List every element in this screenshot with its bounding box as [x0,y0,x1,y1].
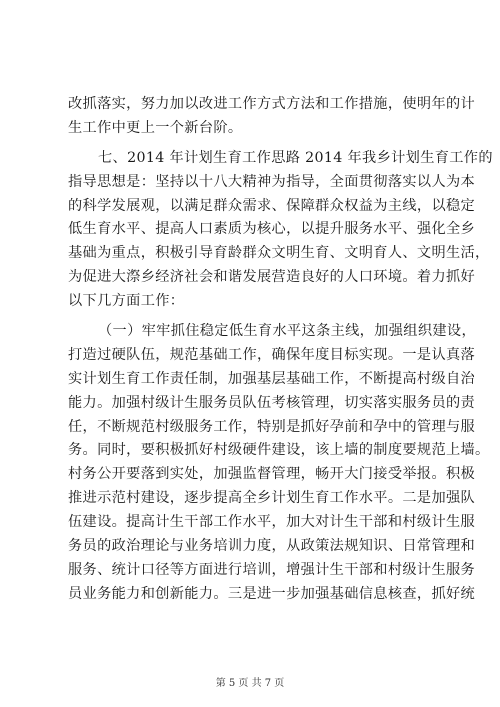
text-line: （一）牢牢抓住稳定低生育水平这条主线，加强组织建设， [98,323,476,340]
text-line: 务。同时，要积极抓好村级硬件建设，该上墙的制度要规范上墙。 [68,442,490,459]
text-line: 任，不断规范村级服务工作，特别是抓好孕前和孕中的管理与服 [68,418,476,435]
text-line: 伍建设。提高计生干部工作水平，加大对计生干部和村级计生服 [68,514,476,531]
text-line: 以下几方面工作： [68,293,185,310]
text-line: 生工作中更上一个新台阶。 [68,119,243,136]
text-line: 实计划生育工作责任制，加强基层基础工作，不断提高村级自治 [68,370,476,387]
text-line: 员业务能力和创新能力。三是进一步加强基础信息核查，抓好统 [68,585,476,602]
paragraph-2 [68,147,493,314]
text-line: 服务、统计口径等方面进行培训，增强计生干部和村级计生服务 [68,561,476,578]
text-line: 基础为重点，积极引导育龄群众文明生育、文明育人、文明生活， [68,245,490,262]
text-line: 的科学发展观，以满足群众需求、保障群众权益为主线，以稳定 [68,197,476,214]
text-line: 务员的政治理论与业务培训力度，从政策法规知识、日常管理和 [68,538,476,555]
text-line: 指导思想是：坚持以十八大精神为指导，全面贯彻落实以人为本 [68,173,476,190]
text-line: 低生育水平、提高人口素质为核心，以提升服务水平、强化全乡 [68,221,476,238]
text-line: 推进示范村建设，逐步提高全乡计划生育工作水平。二是加强队 [68,490,476,507]
text-line: 七、2014 年计划生育工作思路 2014 年我乡计划生育工作的 [98,149,493,166]
text-line: 打造过硬队伍，规范基础工作，确保年度目标实现。一是认真落 [68,346,476,363]
text-line: 为促进大漈乡经济社会和谐发展营造良好的人口环境。着力抓好 [68,269,476,286]
text-line: 能力。加强村级计生服务员队伍考核管理，切实落实服务员的责 [68,394,476,411]
paragraph-3 [68,320,490,607]
page-footer: 第 5 页 共 7 页 [215,678,285,689]
document-body [68,93,493,607]
paragraph-1 [68,93,476,141]
text-line: 村务公开要落到实处，加强监督管理，畅开大门接受举报。积极 [68,466,476,483]
text-line: 改抓落实，努力加以改进工作方式方法和工作措施，使明年的计 [68,96,476,112]
